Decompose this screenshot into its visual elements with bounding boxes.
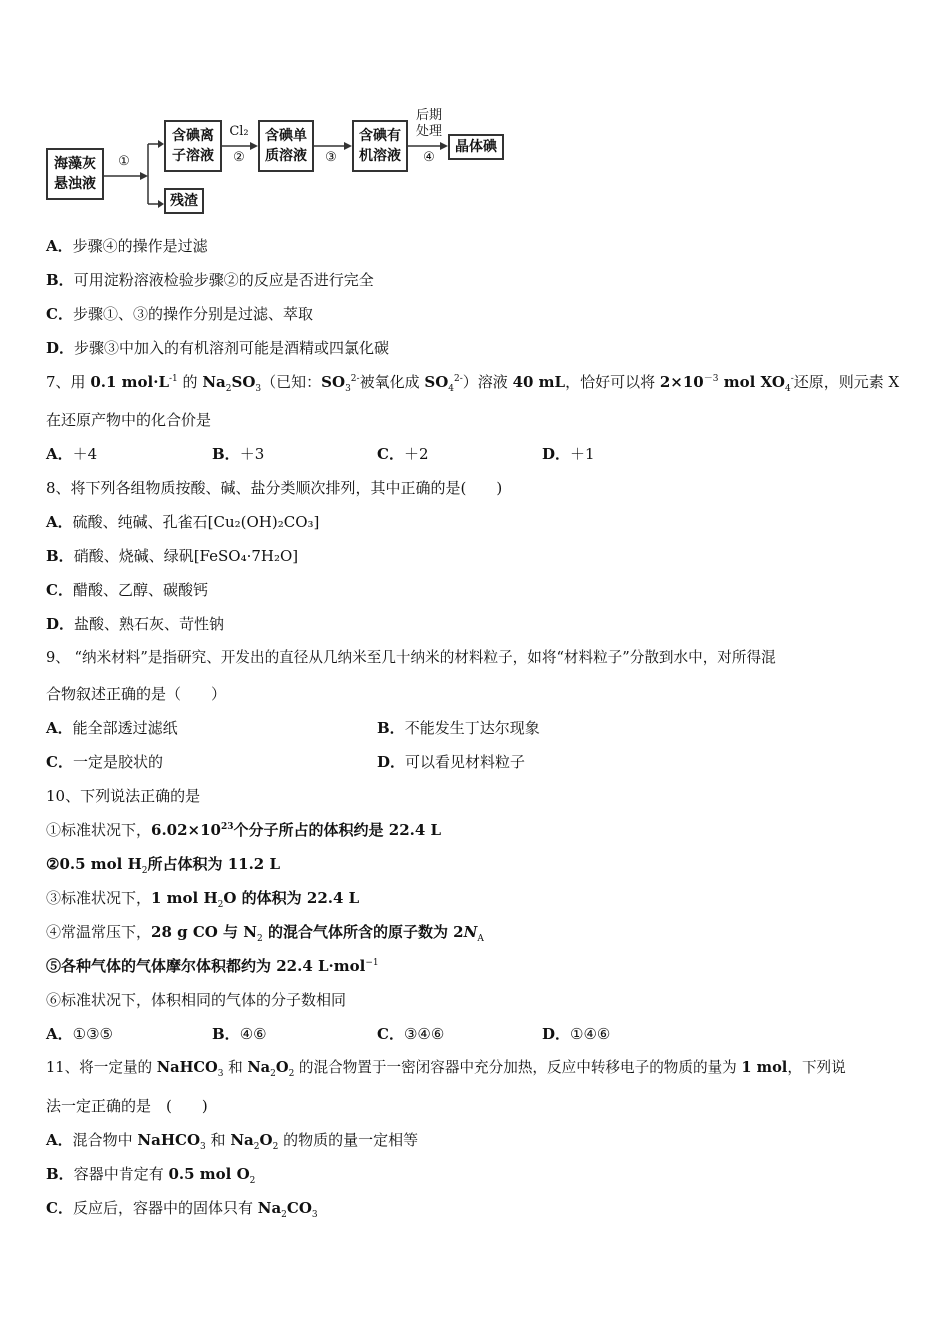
q7-so4: SO xyxy=(424,373,449,391)
option-label: C． xyxy=(46,1199,73,1217)
q7-na-sub: 2 xyxy=(225,384,232,394)
stem-text: 和 xyxy=(223,1059,248,1076)
option-label: D． xyxy=(46,339,75,357)
statement-sub: 2 xyxy=(256,934,263,944)
q8-option-d xyxy=(46,614,224,634)
q10-stem: 10、下列说法正确的是 xyxy=(46,787,201,805)
option-formula: CO xyxy=(286,1199,312,1217)
q11-stem-line2: 法一定正确的是 ( ) xyxy=(46,1097,208,1115)
statement-text: ③标准状况下， xyxy=(46,889,152,907)
post-line1: 后期 xyxy=(415,108,442,123)
stem-sub: 2 xyxy=(288,1068,295,1079)
option-sub: 3 xyxy=(311,1210,318,1220)
q6-option-a xyxy=(46,236,208,256)
statement-text: 所占体积为 11.2 L xyxy=(147,855,281,873)
q10-statement-2 xyxy=(46,854,280,874)
stem-formula: O xyxy=(275,1059,289,1076)
box-organic-solution xyxy=(352,120,408,172)
q7-text: （已知： xyxy=(261,373,322,391)
post-treatment-label xyxy=(410,108,448,140)
q7-text: 用 xyxy=(70,373,91,391)
q7-text: ，恰好可以将 xyxy=(565,373,660,391)
q7-options xyxy=(46,444,906,464)
step2-label: ② xyxy=(233,150,245,165)
option-text: 的物质的量一定相等 xyxy=(278,1131,419,1149)
option-label: B． xyxy=(46,547,74,565)
option-text: 一定是胶状的 xyxy=(72,753,163,771)
q10-options xyxy=(46,1024,906,1044)
q7-stem-line2: 在还原产物中的化合价是 xyxy=(46,411,212,429)
box-seaweed-line1: 海藻灰 xyxy=(54,156,96,172)
step3-label: ③ xyxy=(325,150,337,165)
option-text: 硫酸、纯碱、孔雀石[Cu₂(OH)₂CO₃] xyxy=(72,513,320,531)
option-text: 步骤①、③的操作分别是过滤、萃取 xyxy=(72,305,313,323)
option-text: ④⑥ xyxy=(239,1025,267,1043)
q7-text: 还原，则元素 X xyxy=(793,373,900,391)
option-label: A． xyxy=(46,237,73,255)
option-text: 能全部透过滤纸 xyxy=(72,719,178,737)
q10-option-b xyxy=(212,1024,267,1044)
stem-formula: Na xyxy=(247,1059,271,1076)
option-label: C． xyxy=(46,753,73,771)
q9-stem-line2: 合物叙述正确的是（ ） xyxy=(46,685,227,703)
q9-option-c xyxy=(46,752,163,772)
q7-amount: 2×10 xyxy=(659,373,704,391)
stem-value: 1 mol xyxy=(741,1059,788,1076)
q8-stem: 8、将下列各组物质按酸、碱、盐分类顺次排列，其中正确的是( ) xyxy=(46,479,503,497)
box-iodine-solution xyxy=(258,120,314,172)
q10-statement-3 xyxy=(46,888,359,908)
option-sub: 2 xyxy=(249,1176,256,1186)
q7-amount-sup: －3 xyxy=(703,374,719,384)
q7-text: 被氧化成 xyxy=(359,373,425,391)
option-text: 不能发生丁达尔现象 xyxy=(404,719,540,737)
option-label: D． xyxy=(542,445,571,463)
stem-text: 的混合物置于一密闭容器中充分加热，反应中转移电子的物质的量为 xyxy=(294,1059,742,1076)
option-text: ①④⑥ xyxy=(570,1025,611,1043)
q7-so4-sub: 4 xyxy=(448,384,454,394)
cl2-label: Cl₂ xyxy=(229,124,249,139)
q7-so3b: SO xyxy=(321,373,346,391)
arrowhead-4 xyxy=(440,142,448,150)
option-label: B． xyxy=(46,1165,74,1183)
box-seaweed-line2: 悬浊液 xyxy=(54,176,96,192)
option-label: D． xyxy=(377,753,406,771)
q6-option-b xyxy=(46,270,374,290)
option-text: 可用淀粉溶液检验步骤②的反应是否进行完全 xyxy=(73,271,374,289)
q7-option-c xyxy=(377,444,429,464)
step1-label: ① xyxy=(118,154,130,169)
q7-so3b-sub: 3 xyxy=(345,384,351,394)
option-label: B． xyxy=(212,445,240,463)
option-text: 步骤③中加入的有机溶剂可能是酒精或四氯化碳 xyxy=(74,339,390,357)
option-label: A． xyxy=(46,1025,73,1043)
box-organic-line2: 机溶液 xyxy=(359,148,401,164)
option-sub: 2 xyxy=(272,1142,279,1152)
statement-text: 个分子所占的体积约是 22.4 L xyxy=(233,821,442,839)
option-sub: 2 xyxy=(253,1142,260,1152)
q9-option-d xyxy=(377,752,525,772)
q6-option-c xyxy=(46,304,313,324)
option-text: 和 xyxy=(205,1131,231,1149)
option-text: ③④⑥ xyxy=(403,1025,445,1043)
q7-na: Na xyxy=(202,373,226,391)
option-text: 反应后，容器中的固体只有 xyxy=(72,1199,258,1217)
box-seaweed-ash xyxy=(46,148,104,200)
option-label: D． xyxy=(542,1025,571,1043)
statement-sub: 2 xyxy=(141,866,148,876)
q7-option-b xyxy=(212,444,264,464)
option-text: ＋3 xyxy=(239,445,265,463)
q10-statement-4 xyxy=(46,922,484,942)
q8-option-c xyxy=(46,580,208,600)
statement-sub: A xyxy=(477,934,484,944)
box-residue xyxy=(164,188,204,214)
q11-option-c xyxy=(46,1198,318,1218)
box-crystal-iodine xyxy=(448,134,504,160)
option-formula: 0.5 mol O xyxy=(168,1165,250,1183)
statement-text: ①标准状况下， xyxy=(46,821,152,839)
q7-text: ）溶液 xyxy=(462,373,513,391)
q11-option-b xyxy=(46,1164,255,1184)
option-text: ＋4 xyxy=(72,445,98,463)
q7-xo4-sup: - xyxy=(790,374,794,384)
option-text: 混合物中 xyxy=(72,1131,138,1149)
q9-options-row1 xyxy=(46,718,906,738)
box-iodide-solution xyxy=(164,120,222,172)
option-label: A． xyxy=(46,445,73,463)
q10-option-c xyxy=(377,1024,444,1044)
option-text: 醋酸、乙醇、碳酸钙 xyxy=(72,581,208,599)
box-iodide-line2: 子溶液 xyxy=(172,148,214,164)
box-residue-text: 残渣 xyxy=(170,193,198,209)
stem-sub: 3 xyxy=(217,1068,224,1079)
q11-stem-line1 xyxy=(46,1058,846,1078)
q7-number: 7、 xyxy=(46,373,71,391)
q10-statement-1 xyxy=(46,820,441,840)
q7-so4-sup: 2- xyxy=(454,374,463,384)
statement-text: ⑤各种气体的气体摩尔体积都约为 22.4 L·mol xyxy=(46,957,366,975)
option-formula: Na xyxy=(257,1199,282,1217)
q7-xo4: mol XO xyxy=(718,373,785,391)
statement-value: 6.02×10 xyxy=(151,821,221,839)
stem-text: ，下列说 xyxy=(787,1059,846,1076)
q9-options-row2 xyxy=(46,752,906,772)
flow-diagram xyxy=(40,108,520,218)
q6-option-d xyxy=(46,338,389,358)
option-label: D． xyxy=(46,615,75,633)
q9-option-b xyxy=(377,718,540,738)
q7-conc: 0.1 mol·L xyxy=(90,373,169,391)
statement-sup: 23 xyxy=(221,822,234,832)
statement-sub: 2 xyxy=(217,900,224,910)
box-iodine-line1: 含碘单 xyxy=(265,128,307,144)
statement-value: 1 mol H xyxy=(151,889,218,907)
q7-option-a xyxy=(46,444,97,464)
post-line2: 处理 xyxy=(415,124,442,139)
q10-option-d xyxy=(542,1024,610,1044)
statement-text: ④常温常压下， xyxy=(46,923,152,941)
option-formula: NaHCO xyxy=(137,1131,201,1149)
option-sub: 3 xyxy=(200,1142,206,1152)
arrowhead-1 xyxy=(140,172,148,180)
q9-stem-line1: 9、 “纳米材料”是指研究、开发出的直径从几纳米至几十纳米的材料粒子，如将“材料粒子”分散到水中，对所得混 xyxy=(46,649,776,666)
q7-so3: SO xyxy=(231,373,256,391)
q7-stem-line1 xyxy=(46,372,899,392)
option-label: C． xyxy=(377,1025,404,1043)
option-formula: Na xyxy=(230,1131,254,1149)
stem-text: 11、将一定量的 xyxy=(46,1059,157,1076)
statement-value: N xyxy=(463,923,478,941)
statement-text: ②0.5 mol H xyxy=(46,855,142,873)
q10-statement-5 xyxy=(46,956,379,976)
statement-text: 的混合气体所含的原子数为 2 xyxy=(262,923,464,941)
option-text: 步骤④的操作是过滤 xyxy=(72,237,208,255)
q7-so3-sub: 3 xyxy=(255,384,262,394)
arrowhead-2 xyxy=(250,142,258,150)
q7-volume: 40 mL xyxy=(512,373,566,391)
q7-xo4-sub: 4 xyxy=(784,384,791,394)
option-label: A． xyxy=(46,719,73,737)
option-formula: O xyxy=(259,1131,273,1149)
option-label: B． xyxy=(377,719,405,737)
arrowhead-3 xyxy=(344,142,352,150)
q7-option-d xyxy=(542,444,595,464)
stem-formula: NaHCO xyxy=(156,1059,218,1076)
statement-sup: −1 xyxy=(365,958,379,968)
q11-option-a xyxy=(46,1130,418,1150)
statement-value: 28 g CO xyxy=(151,923,218,941)
option-label: A． xyxy=(46,1131,73,1149)
q7-text: 的 xyxy=(177,373,203,391)
option-text: 盐酸、熟石灰、苛性钠 xyxy=(74,615,225,633)
box-iodine-line2: 质溶液 xyxy=(265,148,307,164)
statement-text: 与 N xyxy=(217,923,257,941)
option-label: C． xyxy=(46,305,73,323)
q10-statement-6: ⑥标准状况下，体积相同的气体的分子数相同 xyxy=(46,991,347,1009)
option-text: 容器中肯定有 xyxy=(73,1165,169,1183)
step4-label: ④ xyxy=(423,150,435,165)
stem-sub: 2 xyxy=(270,1068,276,1079)
q8-option-b xyxy=(46,546,298,566)
option-text: 硝酸、烧碱、绿矾[FeSO₄·7H₂O] xyxy=(73,547,299,565)
q10-option-a xyxy=(46,1024,113,1044)
box-iodide-line1: 含碘离 xyxy=(172,128,214,144)
statement-text: O 的体积为 22.4 L xyxy=(223,889,360,907)
q7-conc-sup: -1 xyxy=(169,374,178,384)
q8-option-a xyxy=(46,512,319,532)
option-sub: 2 xyxy=(281,1210,287,1220)
option-text: ＋1 xyxy=(570,445,595,463)
box-organic-line1: 含碘有 xyxy=(359,128,401,144)
option-text: 可以看见材料粒子 xyxy=(405,753,526,771)
option-text: ＋2 xyxy=(403,445,429,463)
option-label: B． xyxy=(212,1025,240,1043)
option-text: ①③⑤ xyxy=(72,1025,113,1043)
option-label: A． xyxy=(46,513,73,531)
option-label: C． xyxy=(377,445,404,463)
option-label: C． xyxy=(46,581,73,599)
q9-option-a xyxy=(46,718,178,738)
box-crystal-text: 晶体碘 xyxy=(455,139,497,155)
q7-so3b-sup: 2- xyxy=(350,374,360,384)
option-label: B． xyxy=(46,271,74,289)
